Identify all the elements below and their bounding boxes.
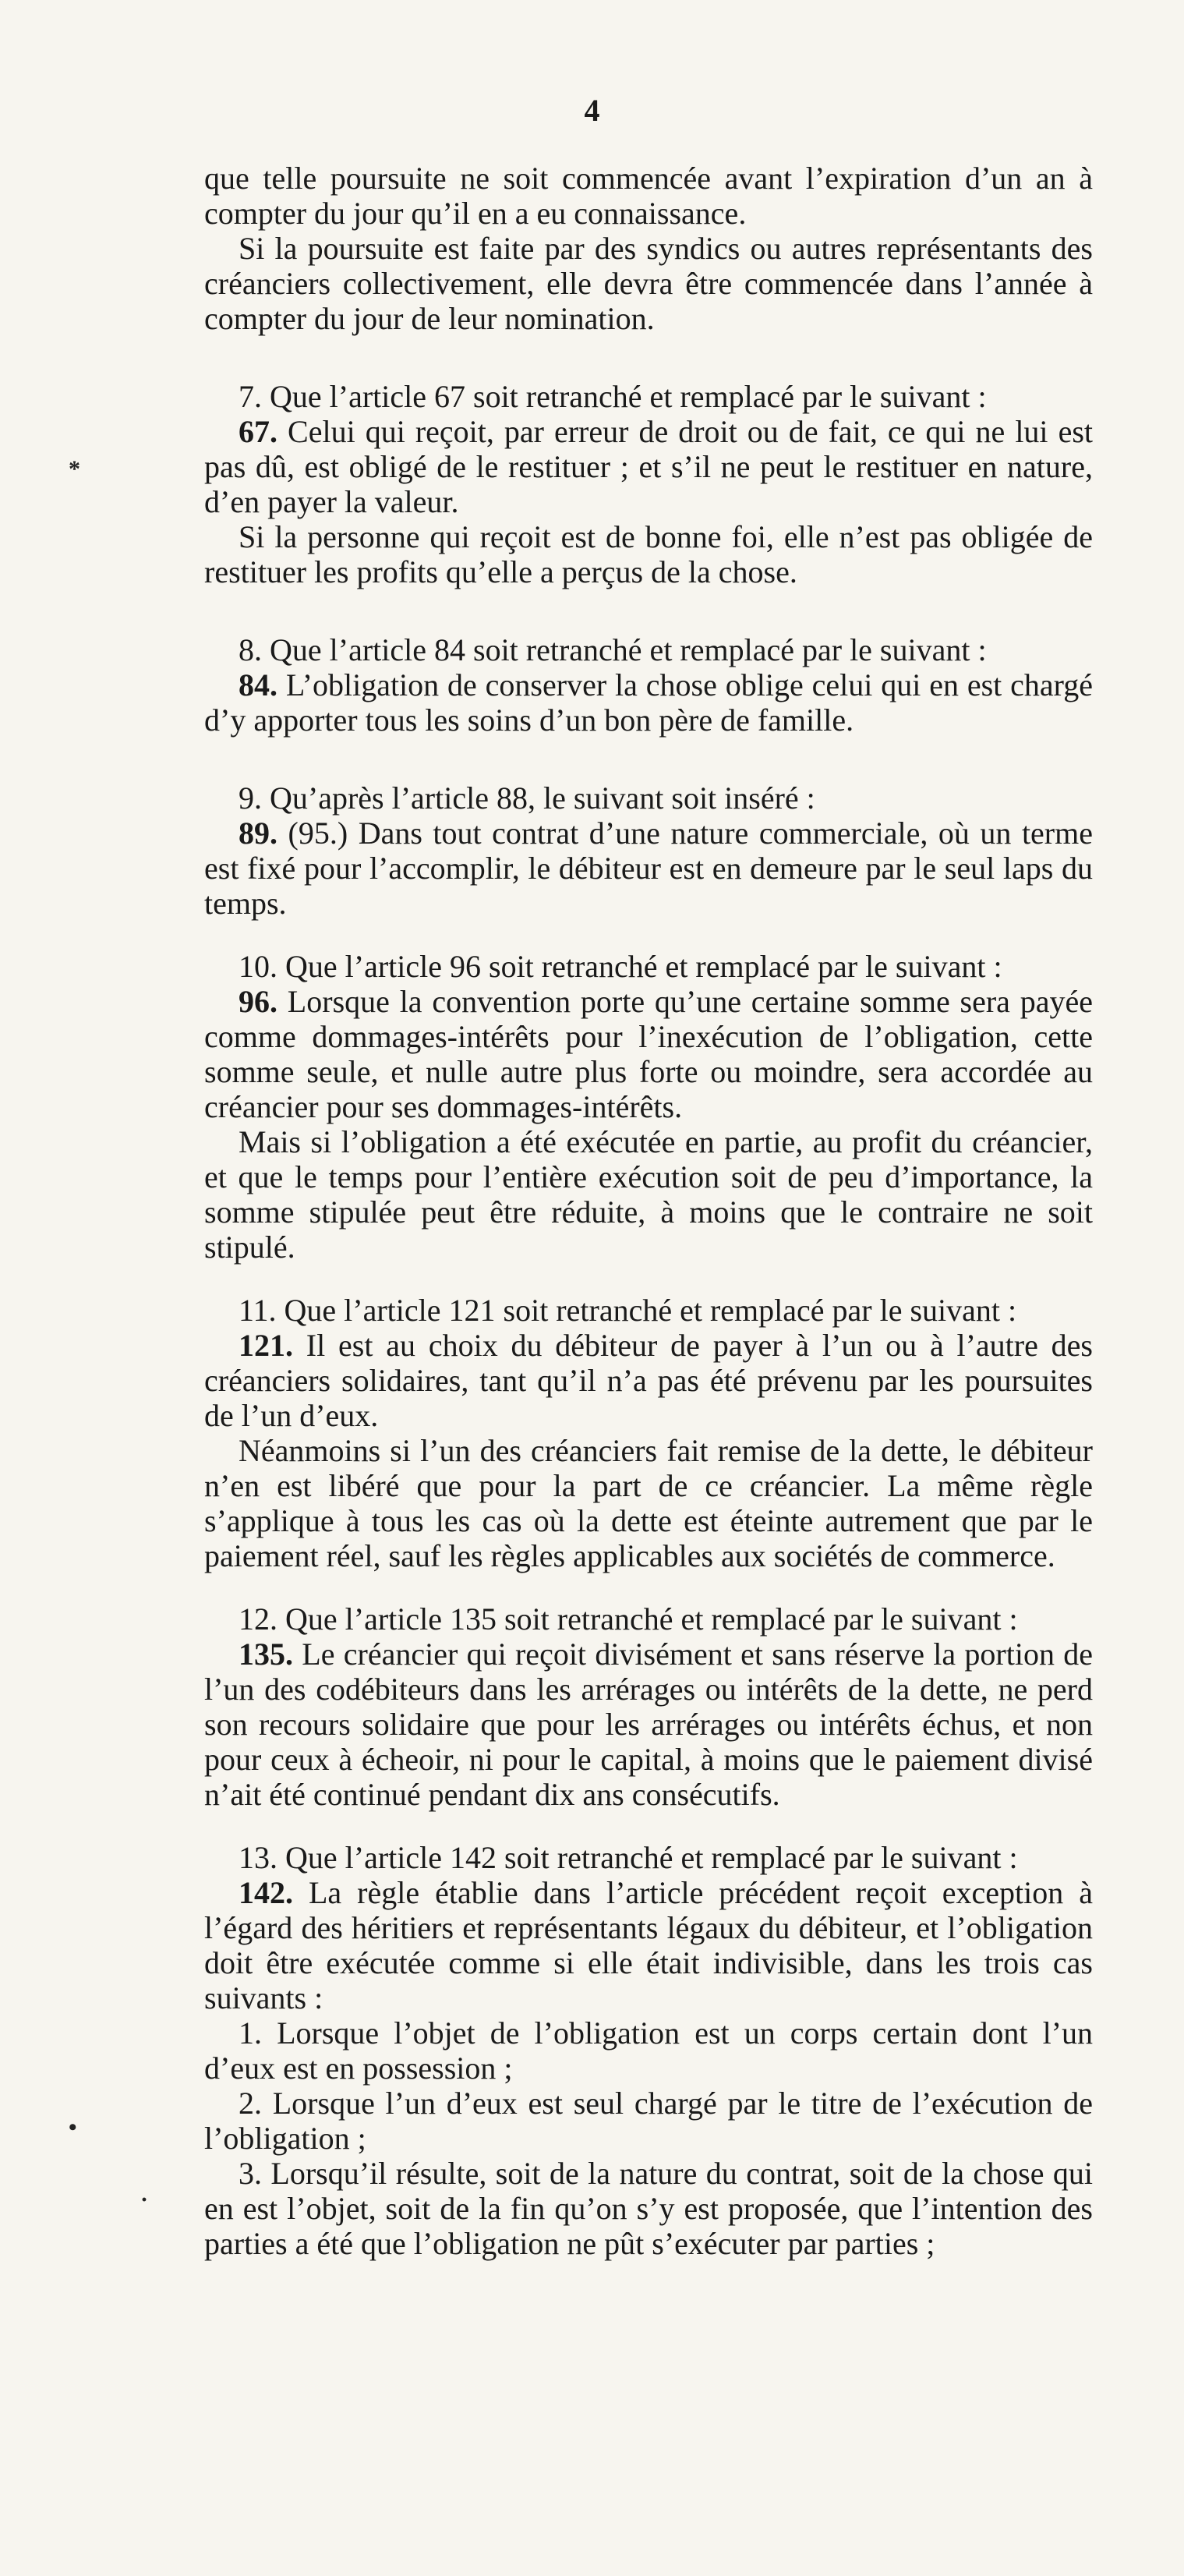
text-paragraph: 3. Lorsqu’il résulte, soit de la nature du contrat, soit de la chose qui en est l’objet, soit de la fin qu’on s’y est proposée, que l’intention des parties a été que l’obligation ne pût s’exécuter par parties ; (204, 2156, 1093, 2261)
article-paragraph (204, 1875, 1093, 2015)
section-spacer (204, 336, 1093, 379)
section-spacer (204, 921, 1093, 949)
article-text: Celui qui reçoit, par erreur de droit ou de fait, ce qui ne lui est pas dû, est obligé de le restituer ; et s’il ne peut le restituer en nature, d’en payer la valeur. (204, 414, 1093, 519)
text-paragraph: Mais si l’obligation a été exécutée en partie, au profit du créancier, et que le temps pour l’entière exécution soit de peu d’importance, la somme stipulée peut être réduite, à moins que le contraire ne soit stipulé. (204, 1124, 1093, 1265)
text-paragraph: 10. Que l’article 96 soit retranché et remplacé par le suivant : (239, 949, 1002, 984)
article-text: Lorsque la convention porte qu’une certaine somme sera payée comme dommages-intérêts pour l’inexécution de l’obligation, cette somme seule, et nulle autre plus forte ou moindre, sera accordée au créancier pour ses dommages-intérêts. (204, 984, 1093, 1124)
section-spacer (204, 1265, 1093, 1293)
section-spacer (204, 1812, 1093, 1840)
article-number: 96. (239, 984, 277, 1019)
article-number: 67. (239, 414, 277, 449)
text-paragraph: que telle poursuite ne soit commencée avant l’expiration d’un an à compter du jour qu’il en a eu connaissance. (204, 161, 1093, 231)
article-number: 142. (239, 1875, 293, 1910)
section-spacer (204, 738, 1093, 780)
text-paragraph: 9. Qu’après l’article 88, le suivant soit inséré : (239, 780, 815, 816)
text-paragraph: 8. Que l’article 84 soit retranché et remplacé par le suivant : (239, 632, 987, 667)
text-paragraph: 7. Que l’article 67 soit retranché et remplacé par le suivant : (239, 379, 987, 414)
margin-mark-2: • (69, 2114, 77, 2140)
article-text: La règle établie dans l’article précédent reçoit exception à l’égard des héritiers et représentants légaux du débiteur, et l’obligation doit être exécutée comme si elle était indivisible, dans les trois cas suivants : (204, 1875, 1093, 2015)
article-paragraph (204, 414, 1093, 519)
text-paragraph: Si la personne qui reçoit est de bonne foi, elle n’est pas obligée de restituer les profits qu’elle a perçus de la chose. (204, 519, 1093, 589)
page-number: 4 (584, 93, 600, 128)
article-text: L’obligation de conserver la chose oblige celui qui en est chargé d’y apporter tous les soins d’un bon père de famille. (204, 667, 1093, 738)
text-paragraph: 13. Que l’article 142 soit retranché et remplacé par le suivant : (239, 1840, 1018, 1875)
article-number: 84. (239, 667, 277, 702)
article-text: Il est au choix du débiteur de payer à l’un ou à l’autre des créanciers solidaires, tant qu’il n’a pas été prévenu par les poursuites de l’un d’eux. (204, 1328, 1093, 1433)
article-paragraph (204, 1328, 1093, 1433)
article-number: 89. (239, 816, 277, 851)
article-paragraph (204, 1637, 1093, 1812)
article-number: 135. (239, 1637, 293, 1672)
section-spacer (204, 1573, 1093, 1601)
margin-mark-3: · (140, 2187, 149, 2213)
article-paragraph (204, 667, 1093, 738)
article-paragraph (204, 984, 1093, 1124)
article-paragraph (204, 816, 1093, 921)
article-number: 121. (239, 1328, 293, 1363)
margin-mark-1: * (69, 456, 80, 482)
article-text: Le créancier qui reçoit divisément et sans réserve la portion de l’un des codébiteurs dans les arrérages ou intérêts de la dette, ne perd son recours solidaire que pour les arrérages ou intérêts échus, et non pour ceux à écheoir, ni pour le capital, à moins que le paiement divisé n’ait été continué pendant dix ans consécutifs. (204, 1637, 1093, 1812)
article-text: (95.) Dans tout contrat d’une nature commerciale, où un terme est fixé pour l’accomplir, le débiteur est en demeure par le seul laps du temps. (204, 816, 1093, 921)
text-paragraph: 12. Que l’article 135 soit retranché et remplacé par le suivant : (239, 1601, 1018, 1637)
section-spacer (204, 589, 1093, 632)
text-paragraph: Néanmoins si l’un des créanciers fait remise de la dette, le débiteur n’en est libéré que pour la part de ce créancier. La même règle s’applique à tous les cas où la dette est éteinte autrement que par le paiement réel, sauf les règles applicables aux sociétés de commerce. (204, 1433, 1093, 1573)
document-body (204, 161, 1093, 2261)
text-paragraph: 1. Lorsque l’objet de l’obligation est un corps certain dont l’un d’eux est en possession ; (204, 2015, 1093, 2086)
text-paragraph: 11. Que l’article 121 soit retranché et remplacé par le suivant : (239, 1293, 1017, 1328)
text-paragraph: 2. Lorsque l’un d’eux est seul chargé par le titre de l’exécution de l’obligation ; (204, 2086, 1093, 2156)
text-paragraph: Si la poursuite est faite par des syndics ou autres représentants des créanciers collectivement, elle devra être commencée dans l’année à compter du jour de leur nomination. (204, 231, 1093, 336)
